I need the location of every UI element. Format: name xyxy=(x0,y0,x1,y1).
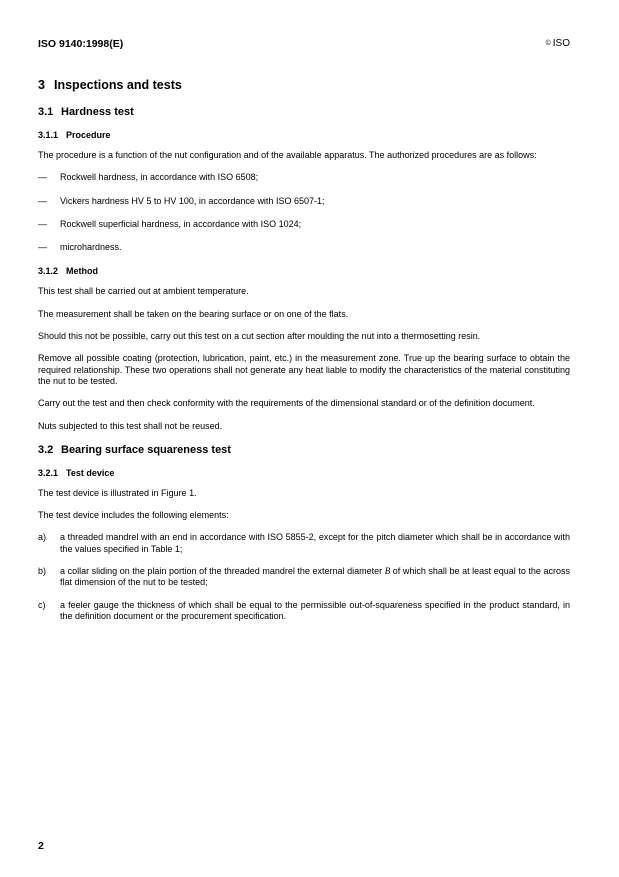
method-paragraph: Carry out the test and then check conformity with the requirements of the dimensional standard or of the definition document. xyxy=(38,398,535,409)
heading-section-3-1-1: 3.1.1 Procedure xyxy=(38,130,111,140)
method-paragraph: Remove all possible coating (protection, lubrication, paint, etc.) in the measurement zone. True up the bearing surface to obtain the required relationship. These two operations shall not generate any heat liable to modify the characteristics of the material constituting the nut to be tested. xyxy=(38,353,570,386)
heading-section-3-2-1: 3.2.1 Test device xyxy=(38,467,115,478)
list-item: — Rockwell hardness, in accordance with ISO 6508; xyxy=(38,172,259,183)
list-item: b) a collar sliding on the plain portion of the threaded mandrel the external diameter B of which shall be at least equal to the across flat dimension of the nut to be tested; xyxy=(38,566,570,588)
copyright-org: ISO xyxy=(552,38,570,49)
variable-b: B xyxy=(384,566,391,577)
test-device-paragraph: The test device is illustrated in Figure 1. xyxy=(38,487,197,498)
list-item: — microhardness. xyxy=(38,242,122,253)
test-device-paragraph: The test device includes the following elements: xyxy=(38,510,229,521)
method-paragraph: The measurement shall be taken on the bearing surface or on one of the flats. xyxy=(38,308,349,319)
page-header xyxy=(38,38,570,52)
standard-id: ISO 9140:1998(E) xyxy=(38,38,124,50)
method-paragraph: Nuts subjected to this test shall not be reused. xyxy=(38,420,223,431)
heading-section-3: 3 Inspections and tests xyxy=(38,78,182,92)
copyright-symbol: © xyxy=(545,40,551,47)
method-paragraph: Should this not be possible, carry out this test on a cut section after moulding the nut into a thermosetting resin. xyxy=(38,331,481,342)
method-paragraph: This test shall be carried out at ambient temperature. xyxy=(38,286,249,297)
list-item: — Vickers hardness HV 5 to HV 100, in accordance with ISO 6507-1; xyxy=(38,195,325,206)
copyright-notice xyxy=(546,38,570,49)
page-content xyxy=(38,78,570,633)
list-item: a) a threaded mandrel with an end in accordance with ISO 5855-2, except for the pitch diameter which shall be in accordance with the values specified in Table 1; xyxy=(38,532,570,554)
list-item: — Rockwell superficial hardness, in accordance with ISO 1024; xyxy=(38,218,302,229)
procedure-intro: The procedure is a function of the nut configuration and of the available apparatus. The authorized procedures are as follows: xyxy=(38,150,537,160)
heading-section-3-1-2: 3.1.2 Method xyxy=(38,266,98,277)
heading-section-3-1: 3.1 Hardness test xyxy=(38,106,134,118)
list-item: c) a feeler gauge the thickness of which shall be equal to the permissible out-of-squareness specified in the product standard, in the definition document or the procurement specification. xyxy=(38,599,570,621)
page-number: 2 xyxy=(38,840,44,852)
heading-section-3-2: 3.2 Bearing surface squareness test xyxy=(38,443,231,456)
